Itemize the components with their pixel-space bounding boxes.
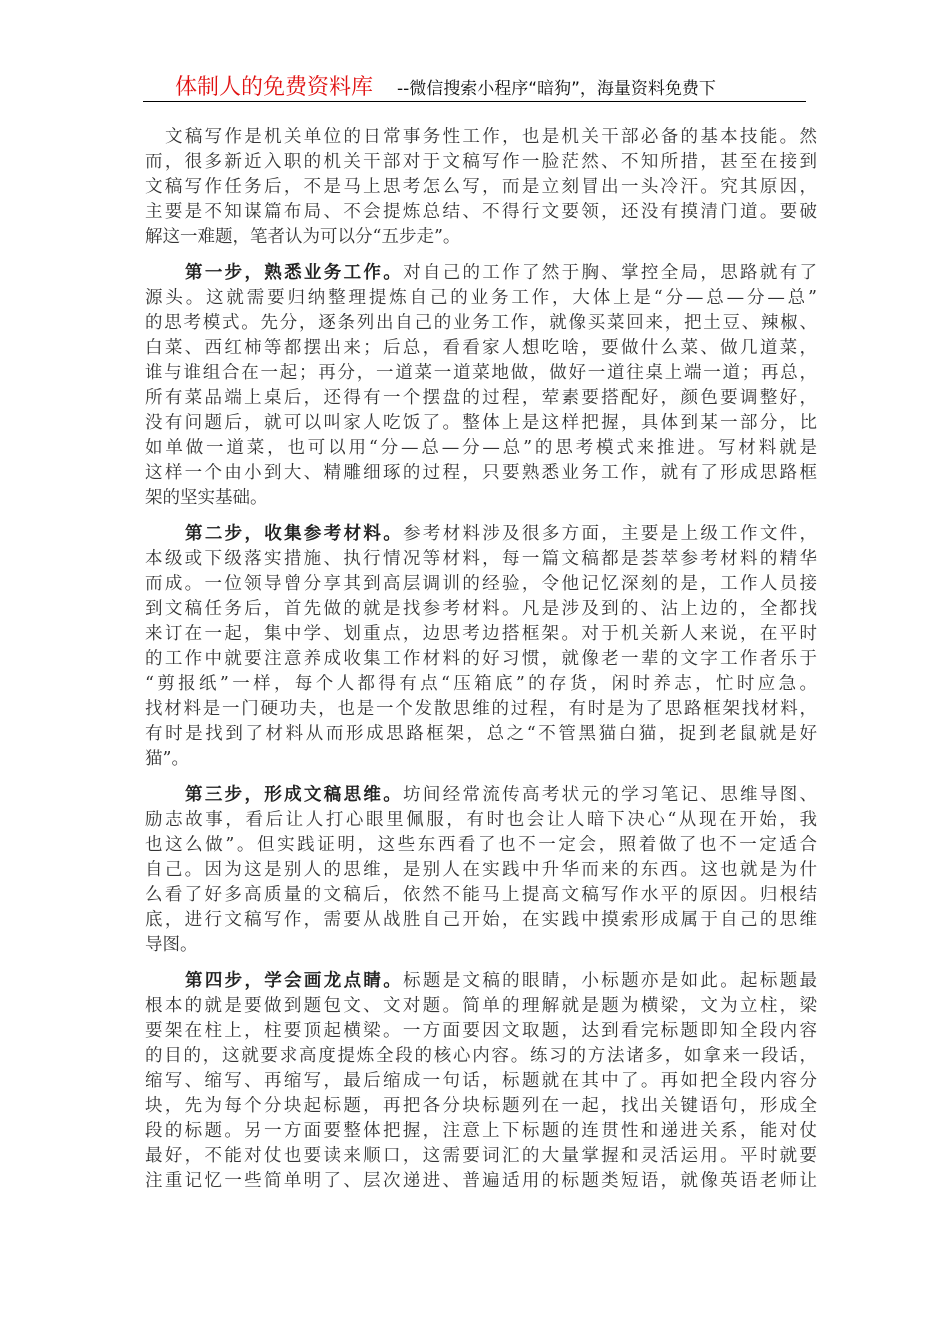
text-line: 励志故事，看后让人打心眼里佩服，有时也会让人暗下决心“从现在开始，我	[145, 810, 817, 830]
text-line: 有时是找到了材料从而形成思路框架，总之“不管黑猫白猫，捉到老鼠就是好	[145, 724, 817, 744]
text-line: 主要是不知谋篇布局、不会提炼总结、不得行文要领，还没有摸清门道。要破	[145, 202, 817, 222]
text-line: 导图。	[145, 935, 198, 955]
text-line: 注重记忆一些简单明了、层次递进、普遍适用的标题类短语，就像英语老师让	[145, 1171, 817, 1191]
text-line: 块，先为每个分块起标题，再把各分块标题列在一起，找出关键语句，形成全	[145, 1096, 817, 1116]
text-line: 架的坚实基础。	[145, 488, 268, 508]
text-line: 根本的就是要做到题包文、文对题。简单的理解就是题为横梁，文为立柱，梁	[145, 996, 817, 1016]
step-paragraph	[145, 522, 817, 772]
page-header	[143, 70, 806, 102]
step-heading: 第四步，学会画龙点睛。	[185, 971, 404, 991]
text-line: 到文稿任务后，首先做的就是找参考材料。凡是涉及到的、沾上边的，全都找	[145, 599, 817, 619]
text-line: 猫”。	[145, 749, 189, 769]
text-line: 最好，不能对仗也要读来顺口，这需要词汇的大量掌握和灵活运用。平时就要	[145, 1146, 817, 1166]
text-line: 来订在一起，集中学、划重点，边思考边搭框架。对于机关新人来说，在平时	[145, 624, 817, 644]
header-brand: 体制人的免费资料库	[175, 75, 374, 100]
text-line	[145, 522, 817, 547]
text-line: 文稿写作是机关单位的日常事务性工作，也是机关干部必备的基本技能。然	[165, 127, 817, 147]
text-span: 坊间经常流传高考状元的学习笔记、思维导图、	[403, 785, 817, 805]
text-line	[145, 969, 817, 994]
text-line: 解这一难题，笔者认为可以分“五步走”。	[145, 227, 461, 247]
text-line: 源头。这就需要归纳整理提炼自己的业务工作，大体上是“分—总—分—总”	[145, 288, 817, 308]
text-line: 白菜、西红柿等都摆出来；后总，看看家人想吃啥，要做什么菜、做几道菜，	[145, 338, 817, 358]
text-line: 而，很多新近入职的机关干部对于文稿写作一脸茫然、不知所措，甚至在接到	[145, 152, 817, 172]
step-paragraph	[145, 261, 817, 511]
step-heading: 第一步，熟悉业务工作。	[185, 263, 404, 283]
text-line: 自己。因为这是别人的思维，是别人在实践中升华而来的东西。这也就是为什	[145, 860, 817, 880]
text-line: 而成。一位领导曾分享其到高层调训的经验，令他记忆深刻的是，工作人员接	[145, 574, 817, 594]
text-line: “剪报纸”一样，每个人都得有点“压箱底”的存货，闲时养志，忙时应急。	[145, 674, 817, 694]
steps-container	[145, 261, 817, 1194]
text-line: 没有问题后，就可以叫家人吃饭了。整体上是这样把握，具体到某一部分，比	[145, 413, 817, 433]
text-span: 标题是文稿的眼睛，小标题亦是如此。起标题最	[403, 971, 817, 991]
step-heading: 第三步，形成文稿思维。	[185, 785, 404, 805]
intro-paragraph	[145, 125, 817, 250]
step-paragraph	[145, 969, 817, 1194]
text-span: 参考材料涉及很多方面，主要是上级工作文件，	[403, 524, 817, 544]
header-tagline: --微信搜索小程序“暗狗”，海量资料免费下	[397, 79, 716, 99]
step-paragraph	[145, 783, 817, 958]
text-line	[145, 783, 817, 808]
text-line: 谁与谁组合在一起；再分，一道菜一道菜地做，做好一道往桌上端一道；再总，	[145, 363, 817, 383]
text-line: 所有菜品端上桌后，还得有一个摆盘的过程，荤素要搭配好，颜色要调整好，	[145, 388, 817, 408]
text-line: 底，进行文稿写作，需要从战胜自己开始，在实践中摸索形成属于自己的思维	[145, 910, 817, 930]
text-line: 的思考模式。先分，逐条列出自己的业务工作，就像买菜回来，把土豆、辣椒、	[145, 313, 817, 333]
text-line: 文稿写作任务后，不是马上思考怎么写，而是立刻冒出一头冷汗。究其原因，	[145, 177, 817, 197]
text-span: 对自己的工作了然于胸、掌控全局，思路就有了	[403, 263, 817, 283]
text-line: 的目的，这就要求高度提炼全段的核心内容。练习的方法诸多，如拿来一段话，	[145, 1046, 817, 1066]
document-body	[145, 125, 817, 1205]
text-line: 缩写、缩写、再缩写，最后缩成一句话，标题就在其中了。再如把全段内容分	[145, 1071, 817, 1091]
text-line: 要架在柱上，柱要顶起横梁。一方面要因文取题，达到看完标题即知全段内容	[145, 1021, 817, 1041]
step-heading: 第二步，收集参考材料。	[185, 524, 404, 544]
text-line: 的工作中就要注意养成收集工作材料的好习惯，就像老一辈的文字工作者乐于	[145, 649, 817, 669]
text-line	[145, 261, 817, 286]
text-line: 如单做一道菜，也可以用“分—总—分—总”的思考模式来推进。写材料就是	[145, 438, 817, 458]
text-line: 也这么做”。但实践证明，这些东西看了也不一定会，照着做了也不一定适合	[145, 835, 817, 855]
text-line: 找材料是一门硬功夫，也是一个发散思维的过程，有时是为了思路框架找材料，	[145, 699, 817, 719]
text-line: 本级或下级落实措施、执行情况等材料，每一篇文稿都是荟萃参考材料的精华	[145, 549, 817, 569]
text-line: 这样一个由小到大、精雕细琢的过程，只要熟悉业务工作，就有了形成思路框	[145, 463, 817, 483]
text-line: 段的标题。另一方面要整体把握，注意上下标题的连贯性和递进关系，能对仗	[145, 1121, 817, 1141]
text-line: 么看了好多高质量的文稿后，依然不能马上提高文稿写作水平的原因。归根结	[145, 885, 817, 905]
